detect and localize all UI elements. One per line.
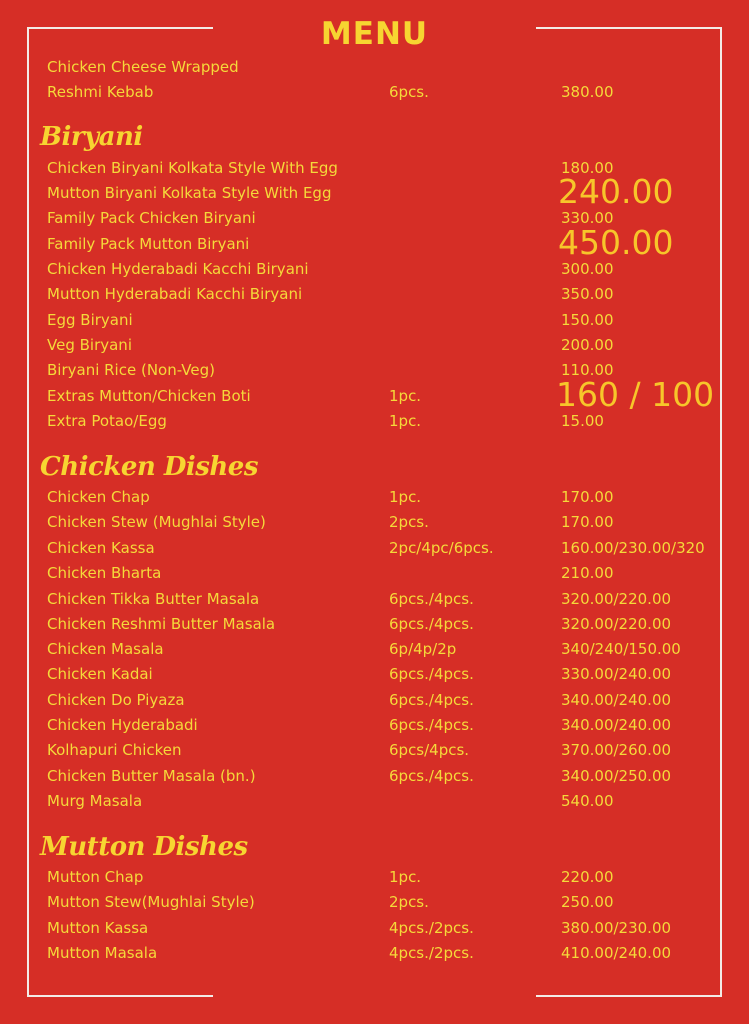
item-name: Extra Potao/Egg bbox=[47, 412, 167, 430]
item-price-overlay: 240.00 bbox=[558, 172, 674, 211]
item-price: 540.00 bbox=[561, 792, 614, 810]
menu-item bbox=[47, 893, 727, 917]
item-name: Mutton Stew(Mughlai Style) bbox=[47, 893, 255, 911]
menu-item bbox=[47, 590, 727, 614]
item-name: Chicken Reshmi Butter Masala bbox=[47, 615, 276, 633]
item-price: 170.00 bbox=[561, 488, 614, 506]
menu-item bbox=[47, 513, 727, 537]
item-qty: 6pcs/4pcs. bbox=[389, 741, 470, 759]
item-name: Chicken Butter Masala (bn.) bbox=[47, 767, 256, 785]
menu-item bbox=[47, 640, 727, 664]
menu-item bbox=[47, 375, 727, 414]
item-price: 350.00 bbox=[561, 285, 614, 303]
menu-title: MENU bbox=[320, 16, 429, 52]
item-qty: 1pc. bbox=[389, 412, 422, 430]
item-price: 15.00 bbox=[561, 412, 604, 430]
menu-item bbox=[47, 868, 727, 892]
item-name: Chicken Hyderabadi bbox=[47, 716, 198, 734]
item-price: 380.00/230.00 bbox=[561, 919, 672, 937]
item-name: Chicken Bharta bbox=[47, 564, 162, 582]
item-name: Murg Masala bbox=[47, 792, 143, 810]
item-price: 300.00 bbox=[561, 260, 614, 278]
frame-bottom-right bbox=[536, 995, 722, 997]
item-name: Egg Biryani bbox=[47, 311, 133, 329]
item-qty: 6pcs./4pcs. bbox=[389, 665, 474, 683]
item-price: 380.00 bbox=[561, 83, 614, 101]
item-name: Chicken Do Piyaza bbox=[47, 691, 185, 709]
item-price: 330.00 bbox=[561, 209, 614, 227]
section-title-biryani: Biryani bbox=[40, 122, 143, 152]
item-price: 340.00/240.00 bbox=[561, 691, 672, 709]
item-qty: 2pcs. bbox=[389, 893, 429, 911]
menu-item bbox=[47, 767, 727, 791]
item-price-overlay: 160 / 100 bbox=[556, 375, 715, 414]
item-name: Mutton Masala bbox=[47, 944, 158, 962]
frame-bottom-left bbox=[27, 995, 213, 997]
item-qty: 6pcs./4pcs. bbox=[389, 590, 474, 608]
item-price: 160.00/230.00/320 bbox=[561, 539, 705, 557]
item-price: 200.00 bbox=[561, 336, 614, 354]
item-price: 340.00/250.00 bbox=[561, 767, 672, 785]
item-name: Chicken Masala bbox=[47, 640, 164, 658]
item-name: Chicken Cheese Wrapped bbox=[47, 58, 239, 76]
item-price: 110.00 bbox=[561, 361, 614, 379]
menu-item bbox=[47, 58, 727, 82]
item-name: Chicken Stew (Mughlai Style) bbox=[47, 513, 266, 531]
item-qty: 6pcs./4pcs. bbox=[389, 767, 474, 785]
menu-item bbox=[47, 539, 727, 563]
item-price: 320.00/220.00 bbox=[561, 590, 672, 608]
item-qty: 6pcs./4pcs. bbox=[389, 716, 474, 734]
item-qty: 6pcs./4pcs. bbox=[389, 691, 474, 709]
menu-item bbox=[47, 919, 727, 943]
item-price: 410.00/240.00 bbox=[561, 944, 672, 962]
item-name: Biryani Rice (Non-Veg) bbox=[47, 361, 215, 379]
menu-item bbox=[47, 223, 727, 262]
item-qty: 1pc. bbox=[389, 488, 422, 506]
item-price: 330.00/240.00 bbox=[561, 665, 672, 683]
menu-item bbox=[47, 944, 727, 968]
item-qty: 2pc/4pc/6pcs. bbox=[389, 539, 494, 557]
menu-item bbox=[47, 488, 727, 512]
item-price: 250.00 bbox=[561, 893, 614, 911]
item-name: Chicken Tikka Butter Masala bbox=[47, 590, 260, 608]
item-qty: 6p/4p/2p bbox=[389, 640, 457, 658]
item-name: Veg Biryani bbox=[47, 336, 132, 354]
item-name: Family Pack Chicken Biryani bbox=[47, 209, 256, 227]
item-price: 340/240/150.00 bbox=[561, 640, 681, 658]
item-qty: 2pcs. bbox=[389, 513, 429, 531]
item-name: Mutton Chap bbox=[47, 868, 144, 886]
menu-item bbox=[47, 172, 727, 211]
item-qty: 4pcs./2pcs. bbox=[389, 919, 474, 937]
item-qty: 4pcs./2pcs. bbox=[389, 944, 474, 962]
menu-item bbox=[47, 691, 727, 715]
item-qty: 1pc. bbox=[389, 868, 422, 886]
section-title-mutton-dishes: Mutton Dishes bbox=[40, 832, 248, 862]
item-price-overlay: 450.00 bbox=[558, 223, 674, 262]
item-name: Chicken Kassa bbox=[47, 539, 155, 557]
item-price: 370.00/260.00 bbox=[561, 741, 672, 759]
item-qty: 6pcs./4pcs. bbox=[389, 615, 474, 633]
item-price: 210.00 bbox=[561, 564, 614, 582]
menu-item bbox=[47, 285, 727, 309]
item-name: Kolhapuri Chicken bbox=[47, 741, 182, 759]
item-name: Reshmi Kebab bbox=[47, 83, 154, 101]
menu-item bbox=[47, 311, 727, 335]
item-name: Chicken Kadai bbox=[47, 665, 153, 683]
item-qty: 6pcs. bbox=[389, 83, 429, 101]
item-name: Mutton Hyderabadi Kacchi Biryani bbox=[47, 285, 303, 303]
item-price: 220.00 bbox=[561, 868, 614, 886]
item-price: 340.00/240.00 bbox=[561, 716, 672, 734]
section-title-chicken-dishes: Chicken Dishes bbox=[40, 452, 258, 482]
menu-item bbox=[47, 716, 727, 740]
item-name: Chicken Hyderabadi Kacchi Biryani bbox=[47, 260, 309, 278]
menu-item bbox=[47, 83, 727, 107]
item-name: Chicken Biryani Kolkata Style With Egg bbox=[47, 159, 338, 177]
item-name: Mutton Kassa bbox=[47, 919, 149, 937]
menu-item bbox=[47, 336, 727, 360]
item-price: 150.00 bbox=[561, 311, 614, 329]
frame-left bbox=[27, 27, 29, 997]
menu-item bbox=[47, 260, 727, 284]
menu-item bbox=[47, 792, 727, 816]
menu-item bbox=[47, 412, 727, 436]
item-price: 320.00/220.00 bbox=[561, 615, 672, 633]
item-qty: 1pc. bbox=[389, 387, 422, 405]
item-price: 170.00 bbox=[561, 513, 614, 531]
item-name: Extras Mutton/Chicken Boti bbox=[47, 387, 251, 405]
item-price: 180.00 bbox=[561, 159, 614, 177]
menu-item bbox=[47, 615, 727, 639]
menu-item bbox=[47, 741, 727, 765]
item-name: Chicken Chap bbox=[47, 488, 150, 506]
item-name: Family Pack Mutton Biryani bbox=[47, 235, 250, 253]
item-name: Mutton Biryani Kolkata Style With Egg bbox=[47, 184, 332, 202]
menu-item bbox=[47, 564, 727, 588]
menu-item bbox=[47, 665, 727, 689]
